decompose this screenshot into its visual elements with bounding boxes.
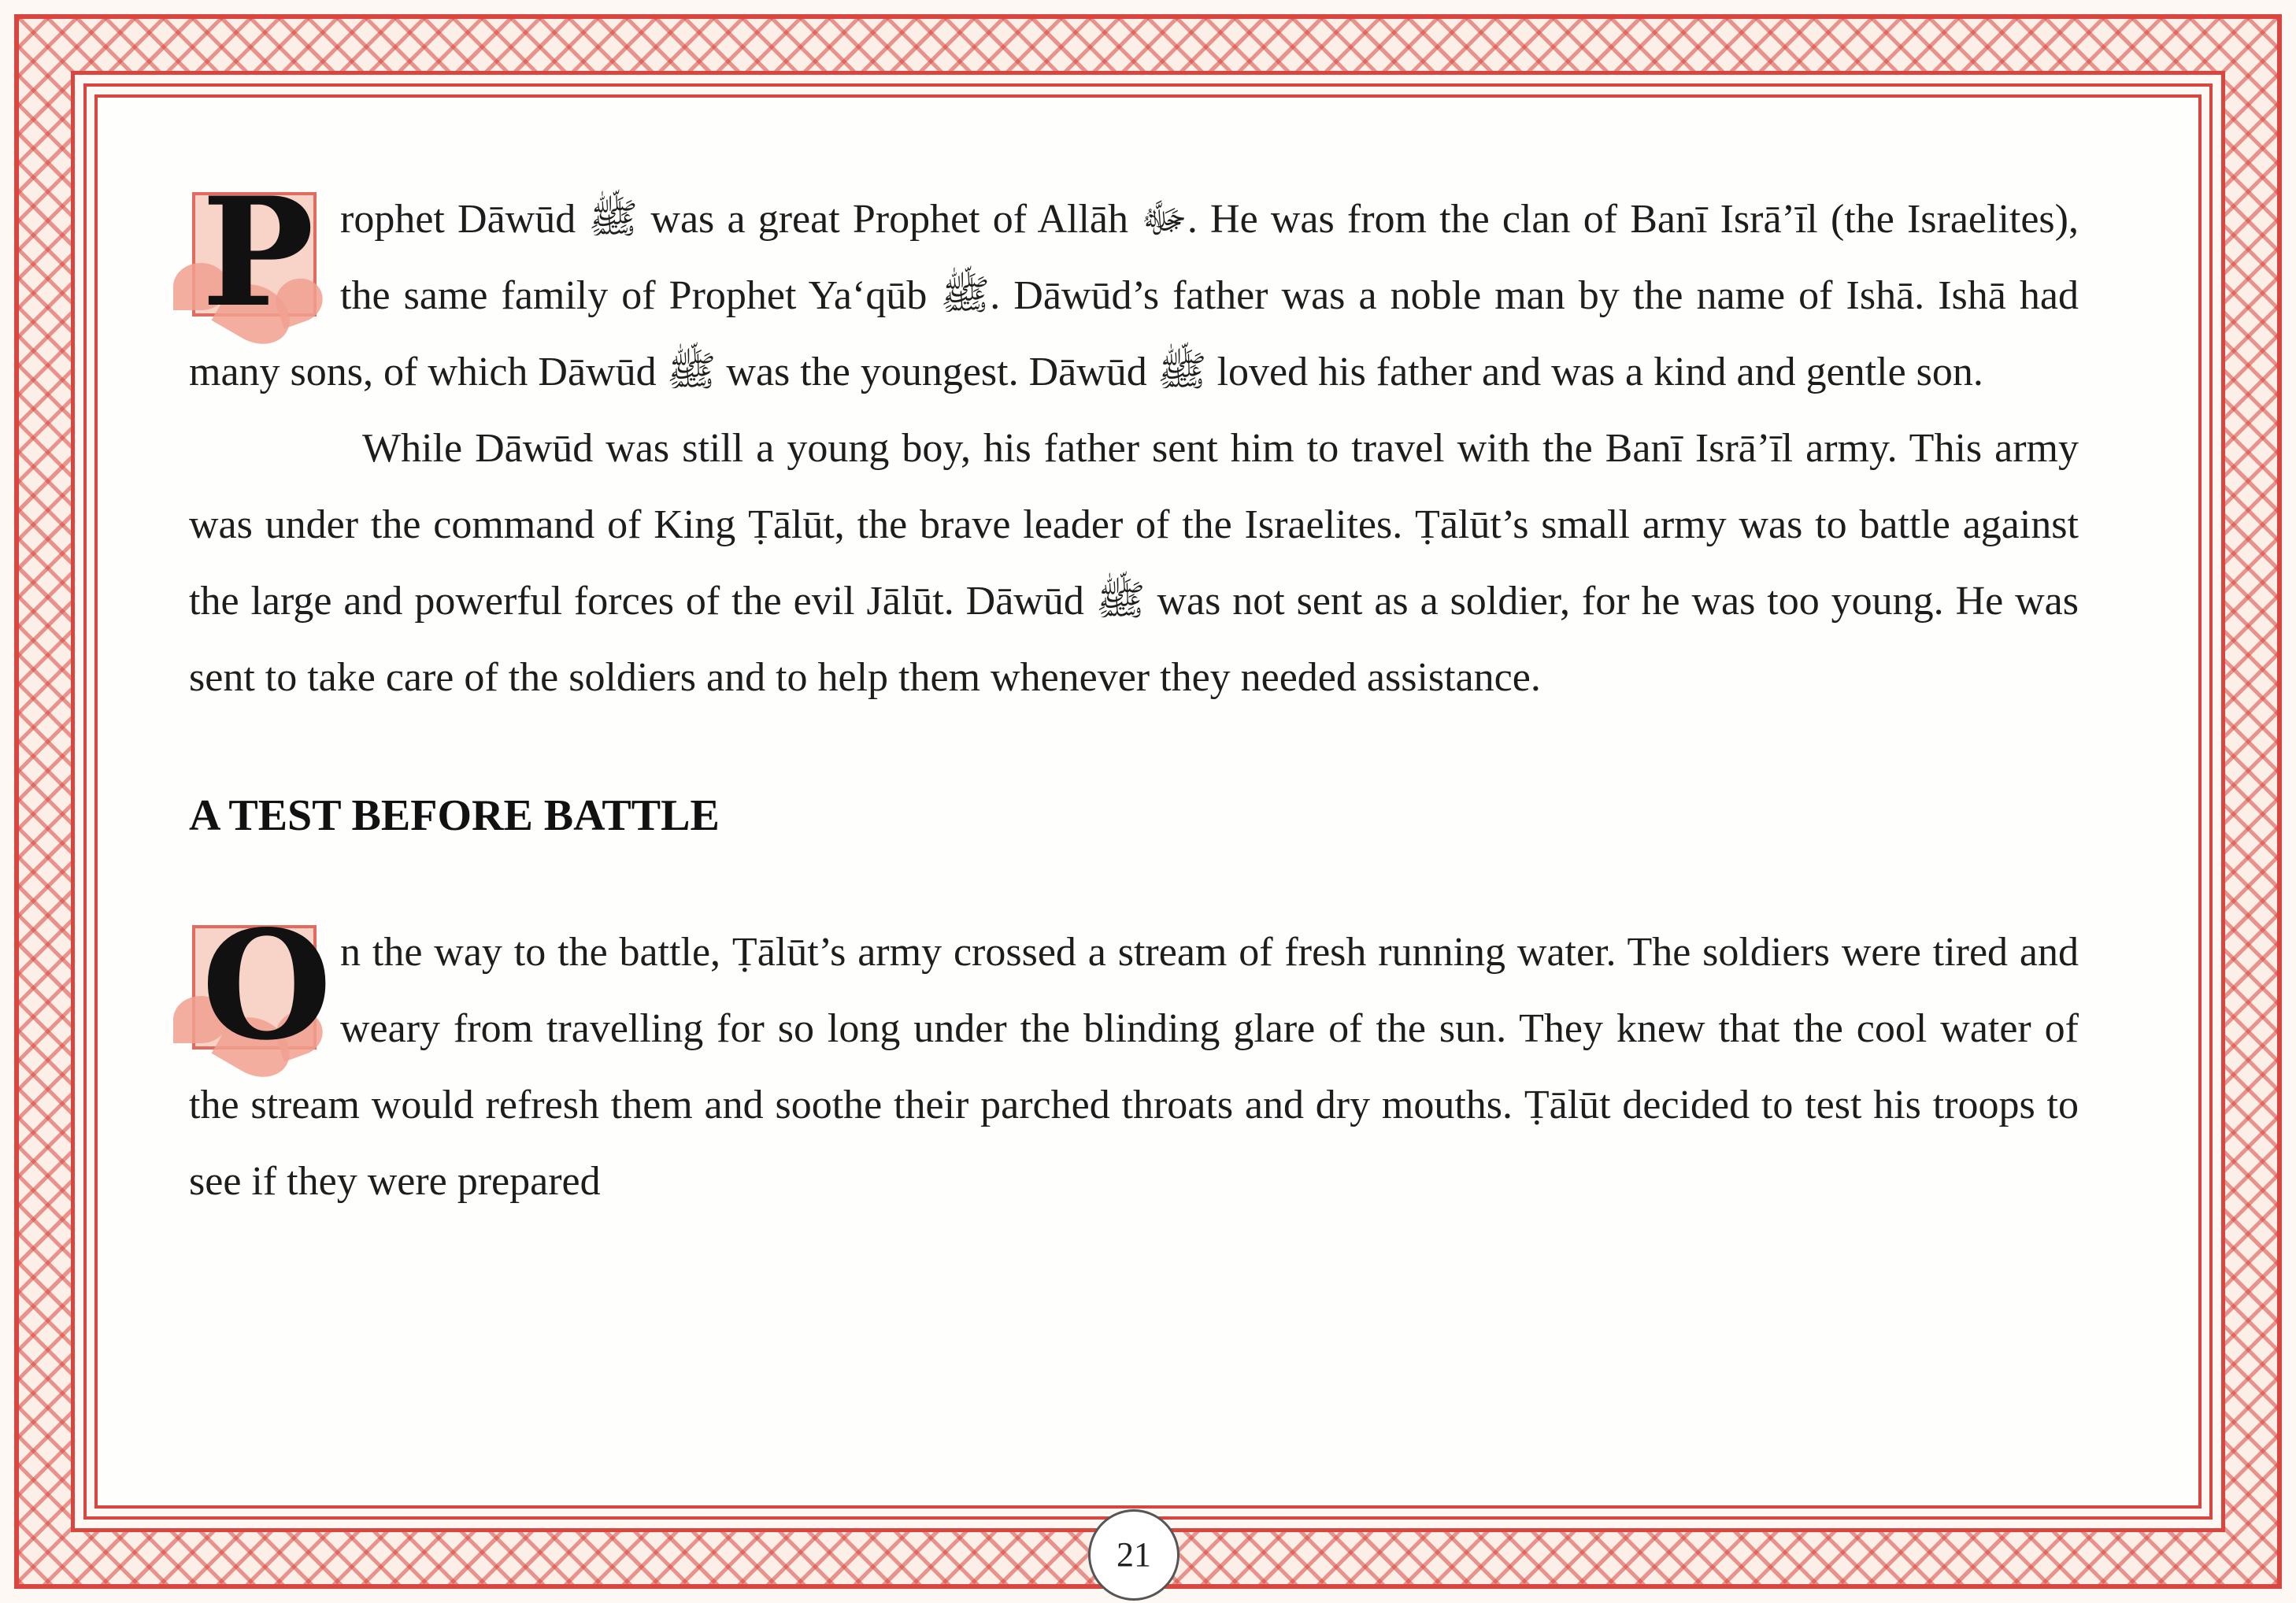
dropcap-letter: O bbox=[202, 898, 332, 1073]
dropcap-o bbox=[189, 898, 332, 1073]
page-number: 21 bbox=[1088, 1509, 1179, 1601]
paragraph-1 bbox=[189, 165, 2079, 410]
dropcap-p bbox=[189, 165, 323, 340]
section-heading: A TEST BEFORE BATTLE bbox=[189, 791, 720, 840]
dropcap-letter: P bbox=[202, 165, 314, 340]
paragraph-text: n the way to the battle, Ṭālūt’s army crossed a stream of fresh running water. The soldiers were tired and weary from travelling for so long under the blinding glare of the sun. They knew that the cool water of the stream would refresh them and soothe their parched throats and dry mouths. Ṭālūt decided to test his troops to see if they were prepared bbox=[189, 930, 2079, 1204]
paragraph-text: rophet Dāwūd ﷺ was a great Prophet of Allāh ﷻ. He was from the clan of Banī Isrā’īl (the Israelites), the same family of Prophet Ya‘qūb ﷺ. Dāwūd’s father was a noble man by the name of Ishā. Ishā had many sons, of which Dāwūd ﷺ was the youngest. Dāwūd ﷺ loved his father and was a kind and gentle son. bbox=[189, 197, 2079, 394]
page-content bbox=[189, 165, 2079, 1220]
paragraph-text: While Dāwūd was still a young boy, his father sent him to travel with the Banī Isrā’īl army. This army was under the command of King Ṭālūt, the brave leader of the Israelites. Ṭālūt’s small army was to battle against the large and powerful forces of the evil Jālūt. Dāwūd ﷺ was not sent as a soldier, for he was too young. He was sent to take care of the soldiers and to help them whenever they needed assistance. bbox=[189, 426, 2079, 700]
paragraph-3 bbox=[189, 898, 2079, 1220]
paragraph-2 bbox=[189, 410, 2079, 716]
